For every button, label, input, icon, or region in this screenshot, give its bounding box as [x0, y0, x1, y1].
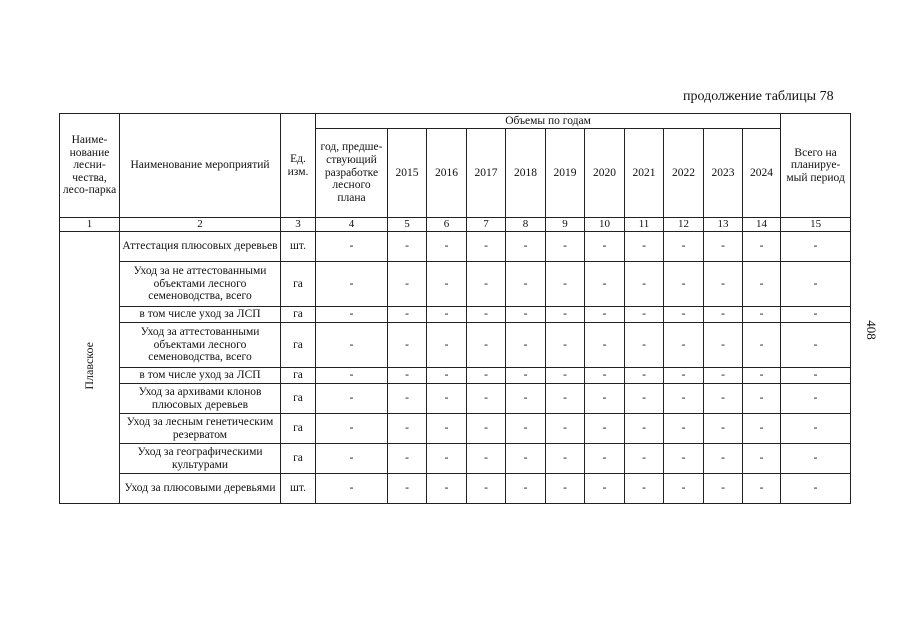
header-year: 2021: [625, 129, 664, 218]
table-row: [60, 444, 851, 474]
header-year: 2015: [388, 129, 427, 218]
unit-cell: га: [281, 368, 316, 384]
value-cell: -: [704, 474, 743, 504]
table-row: [60, 323, 851, 368]
value-cell: -: [743, 232, 781, 262]
value-cell: -: [585, 262, 625, 307]
value-cell: -: [704, 384, 743, 414]
value-cell: -: [781, 307, 851, 323]
value-cell: -: [506, 474, 546, 504]
value-cell: -: [427, 232, 467, 262]
table-row: [60, 307, 851, 323]
value-cell: -: [743, 323, 781, 368]
column-number: 11: [625, 218, 664, 232]
unit-cell: га: [281, 307, 316, 323]
value-cell: -: [316, 307, 388, 323]
unit-cell: шт.: [281, 232, 316, 262]
value-cell: -: [781, 474, 851, 504]
value-cell: -: [427, 414, 467, 444]
header-year: 2016: [427, 129, 467, 218]
unit-cell: га: [281, 323, 316, 368]
value-cell: -: [467, 323, 506, 368]
column-number: 12: [664, 218, 704, 232]
value-cell: -: [585, 444, 625, 474]
value-cell: -: [625, 444, 664, 474]
value-cell: -: [427, 323, 467, 368]
table-row: [60, 384, 851, 414]
column-number: 9: [546, 218, 585, 232]
value-cell: -: [388, 262, 427, 307]
value-cell: -: [546, 414, 585, 444]
value-cell: -: [388, 368, 427, 384]
value-cell: -: [427, 384, 467, 414]
value-cell: -: [388, 307, 427, 323]
value-cell: -: [316, 444, 388, 474]
value-cell: -: [506, 262, 546, 307]
header-year: 2020: [585, 129, 625, 218]
table-row: [60, 232, 851, 262]
value-cell: -: [664, 444, 704, 474]
column-number: 14: [743, 218, 781, 232]
value-cell: -: [704, 444, 743, 474]
table-row: [60, 474, 851, 504]
column-number: 5: [388, 218, 427, 232]
value-cell: -: [506, 444, 546, 474]
value-cell: -: [743, 384, 781, 414]
value-cell: -: [625, 474, 664, 504]
activity-name: Уход за лесным генетическим резерватом: [120, 414, 281, 444]
value-cell: -: [316, 384, 388, 414]
value-cell: -: [506, 368, 546, 384]
value-cell: -: [704, 368, 743, 384]
value-cell: -: [664, 368, 704, 384]
value-cell: -: [664, 323, 704, 368]
unit-cell: шт.: [281, 474, 316, 504]
value-cell: -: [625, 262, 664, 307]
value-cell: -: [781, 323, 851, 368]
header-prior-period: год, предше-ствующий разработке лесного плана: [316, 129, 388, 218]
value-cell: -: [625, 414, 664, 444]
value-cell: -: [743, 444, 781, 474]
value-cell: -: [664, 474, 704, 504]
header-year: 2024: [743, 129, 781, 218]
forestry-name-cell: [60, 232, 120, 504]
value-cell: -: [388, 384, 427, 414]
value-cell: -: [625, 232, 664, 262]
value-cell: -: [467, 384, 506, 414]
activity-name: Аттестация плюсовых деревьев: [120, 232, 281, 262]
value-cell: -: [388, 323, 427, 368]
value-cell: -: [388, 474, 427, 504]
header-year: 2018: [506, 129, 546, 218]
value-cell: -: [625, 323, 664, 368]
unit-cell: га: [281, 414, 316, 444]
activity-name: Уход за плюсовыми деревьями: [120, 474, 281, 504]
value-cell: -: [781, 368, 851, 384]
value-cell: -: [625, 307, 664, 323]
activity-name: Уход за архивами клонов плюсовых деревьев: [120, 384, 281, 414]
value-cell: -: [585, 384, 625, 414]
value-cell: -: [625, 368, 664, 384]
value-cell: -: [625, 384, 664, 414]
value-cell: -: [743, 307, 781, 323]
value-cell: -: [781, 262, 851, 307]
value-cell: -: [546, 232, 585, 262]
value-cell: -: [506, 232, 546, 262]
column-number: 6: [427, 218, 467, 232]
value-cell: -: [316, 232, 388, 262]
value-cell: -: [506, 414, 546, 444]
column-number: 13: [704, 218, 743, 232]
header-activity: Наименование мероприятий: [120, 114, 281, 218]
value-cell: -: [316, 262, 388, 307]
column-number: 2: [120, 218, 281, 232]
value-cell: -: [546, 368, 585, 384]
value-cell: -: [467, 368, 506, 384]
value-cell: -: [427, 262, 467, 307]
value-cell: -: [427, 307, 467, 323]
header-year: 2019: [546, 129, 585, 218]
page-number: 408: [863, 320, 879, 340]
value-cell: -: [664, 384, 704, 414]
header-unit: Ед. изм.: [281, 114, 316, 218]
value-cell: -: [781, 444, 851, 474]
unit-cell: га: [281, 444, 316, 474]
value-cell: -: [506, 307, 546, 323]
header-total: Всего на планируе-мый период: [781, 114, 851, 218]
value-cell: -: [585, 323, 625, 368]
header-year: 2023: [704, 129, 743, 218]
value-cell: -: [704, 414, 743, 444]
value-cell: -: [781, 384, 851, 414]
value-cell: -: [546, 444, 585, 474]
column-number: 10: [585, 218, 625, 232]
value-cell: -: [546, 474, 585, 504]
value-cell: -: [388, 444, 427, 474]
header-year: 2017: [467, 129, 506, 218]
value-cell: -: [467, 262, 506, 307]
value-cell: -: [427, 474, 467, 504]
column-number: 7: [467, 218, 506, 232]
value-cell: -: [704, 262, 743, 307]
value-cell: -: [585, 414, 625, 444]
column-number: 15: [781, 218, 851, 232]
value-cell: -: [546, 384, 585, 414]
value-cell: -: [388, 232, 427, 262]
value-cell: -: [316, 414, 388, 444]
value-cell: -: [743, 414, 781, 444]
table-row: [60, 368, 851, 384]
value-cell: -: [743, 262, 781, 307]
value-cell: -: [585, 474, 625, 504]
table-row: [60, 414, 851, 444]
value-cell: -: [316, 368, 388, 384]
unit-cell: га: [281, 384, 316, 414]
value-cell: -: [781, 414, 851, 444]
activity-name: в том числе уход за ЛСП: [120, 368, 281, 384]
value-cell: -: [506, 384, 546, 414]
value-cell: -: [467, 307, 506, 323]
value-cell: -: [467, 474, 506, 504]
column-number: 3: [281, 218, 316, 232]
value-cell: -: [664, 307, 704, 323]
activity-name: в том числе уход за ЛСП: [120, 307, 281, 323]
value-cell: -: [585, 368, 625, 384]
value-cell: -: [781, 232, 851, 262]
value-cell: -: [664, 262, 704, 307]
table-row: [60, 262, 851, 307]
value-cell: -: [546, 262, 585, 307]
value-cell: -: [506, 323, 546, 368]
value-cell: -: [704, 323, 743, 368]
value-cell: -: [664, 232, 704, 262]
value-cell: -: [427, 444, 467, 474]
header-forestry: Наиме-нование лесни-чества, лесо-парка: [60, 114, 120, 218]
value-cell: -: [704, 232, 743, 262]
column-number: 1: [60, 218, 120, 232]
column-number: 4: [316, 218, 388, 232]
forestry-name: Плавское: [81, 341, 96, 390]
value-cell: -: [467, 414, 506, 444]
activity-name: Уход за географическими культурами: [120, 444, 281, 474]
activity-name: Уход за не аттестованными объектами лесного семеноводства, всего: [120, 262, 281, 307]
header-volumes-by-year: Объемы по годам: [316, 114, 781, 129]
value-cell: -: [388, 414, 427, 444]
value-cell: -: [743, 474, 781, 504]
value-cell: -: [546, 323, 585, 368]
value-cell: -: [467, 232, 506, 262]
value-cell: -: [743, 368, 781, 384]
forest-seed-table: [59, 113, 851, 504]
value-cell: -: [585, 232, 625, 262]
value-cell: -: [316, 323, 388, 368]
value-cell: -: [704, 307, 743, 323]
value-cell: -: [467, 444, 506, 474]
value-cell: -: [585, 307, 625, 323]
header-year: 2022: [664, 129, 704, 218]
unit-cell: га: [281, 262, 316, 307]
value-cell: -: [427, 368, 467, 384]
table-caption: продолжение таблицы 78: [683, 89, 834, 104]
column-number: 8: [506, 218, 546, 232]
value-cell: -: [664, 414, 704, 444]
activity-name: Уход за аттестованными объектами лесного семеноводства, всего: [120, 323, 281, 368]
value-cell: -: [316, 474, 388, 504]
value-cell: -: [546, 307, 585, 323]
